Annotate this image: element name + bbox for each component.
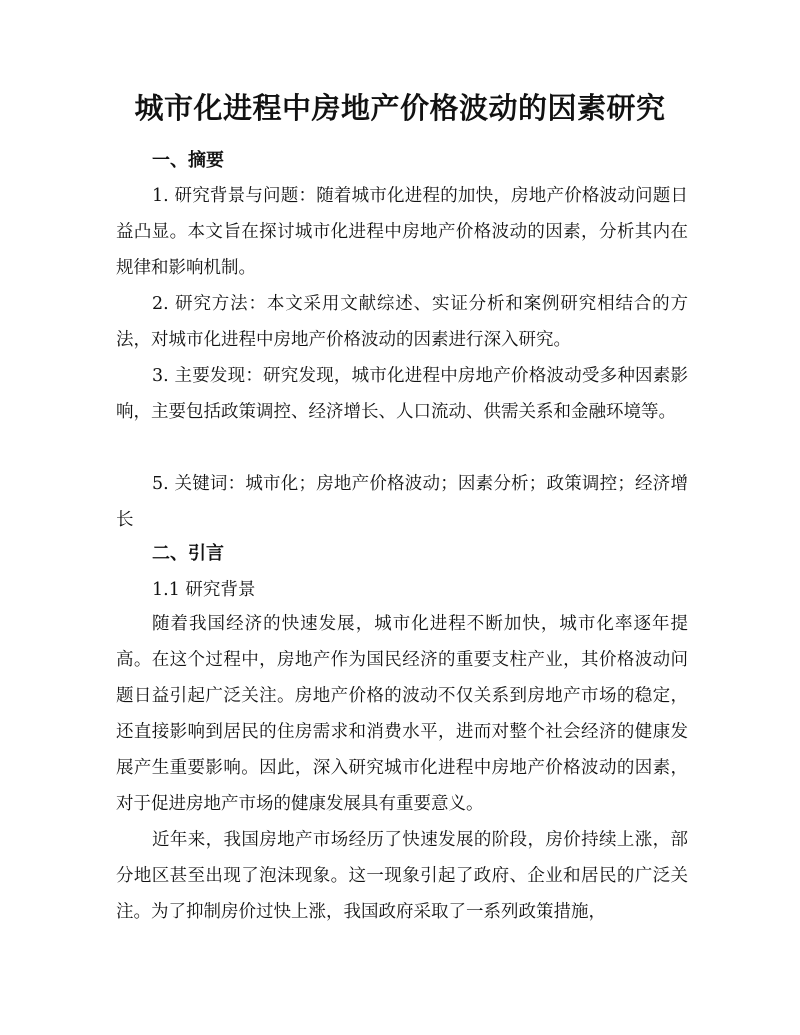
abstract-item-findings: 3. 主要发现：研究发现，城市化进程中房地产价格波动受多种因素影响，主要包括政策调控、经济增长、人口流动、供需关系和金融环境等。	[116, 366, 688, 422]
intro-paragraph-2: 近年来，我国房地产市场经历了快速发展的阶段，房价持续上涨，部分地区甚至出现了泡沫现象。这一现象引起了政府、企业和居民的广泛关注。为了抑制房价过快上涨，我国政府采取了一系列政策措施，	[116, 830, 688, 922]
abstract-item-background: 1. 研究背景与问题：随着城市化进程的加快，房地产价格波动问题日益凸显。本文旨在探讨城市化进程中房地产价格波动的因素，分析其内在规律和影响机制。	[116, 186, 688, 278]
intro-paragraph-1: 随着我国经济的快速发展，城市化进程不断加快，城市化率逐年提高。在这个过程中，房地产作为国民经济的重要支柱产业，其价格波动问题日益引起广泛关注。房地产价格的波动不仅关系到房地产市场的稳定，还直接影响到居民的住房需求和消费水平，进而对整个社会经济的健康发展产生重要影响。因此，深入研究城市化进程中房地产价格波动的因素，对于促进房地产市场的健康发展具有重要意义。	[116, 614, 688, 814]
intro-subheading: 1.1 研究背景	[152, 580, 256, 600]
document-title: 城市化进程中房地产价格波动的因素研究	[134, 91, 666, 125]
abstract-heading: 一、摘要	[152, 150, 224, 171]
abstract-item-keywords: 5. 关键词：城市化；房地产价格波动；因素分析；政策调控；经济增长	[116, 474, 688, 530]
abstract-item-method: 2. 研究方法：本文采用文献综述、实证分析和案例研究相结合的方法，对城市化进程中房地产价格波动的因素进行深入研究。	[116, 294, 688, 350]
intro-heading: 二、引言	[152, 543, 224, 564]
